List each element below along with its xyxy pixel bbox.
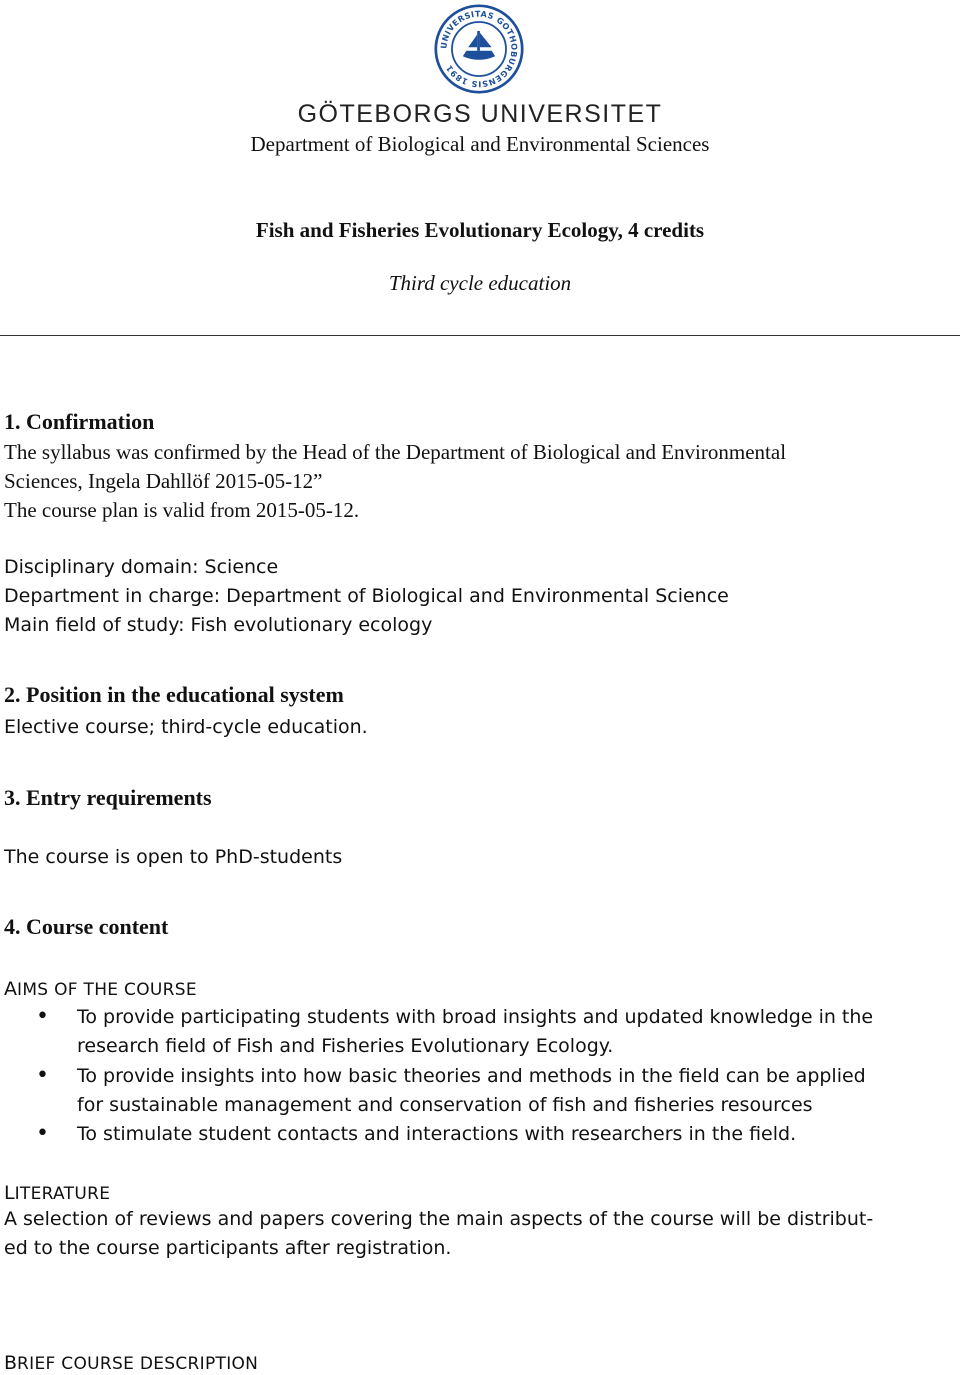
- university-name: GÖTEBORGS UNIVERSITET: [297, 100, 663, 128]
- aim-item: To provide participating students with broad insights and updated knowledge in the: [77, 1006, 874, 1028]
- literature-text: A selection of reviews and papers covering the main aspects of the course will be distribut-: [4, 1208, 874, 1230]
- literature-label: LITERATURE: [4, 1182, 111, 1204]
- position-text: Elective course; third-cycle education.: [4, 716, 368, 738]
- section-heading-position: 2. Position in the educational system: [4, 682, 344, 707]
- aim-item: research field of Fish and Fisheries Evolutionary Ecology.: [77, 1035, 614, 1057]
- course-title: Fish and Fisheries Evolutionary Ecology, 4 credits: [255, 218, 705, 242]
- confirmation-line: The course plan is valid from 2015-05-12.: [4, 498, 360, 522]
- section-heading-confirmation: 1. Confirmation: [4, 409, 155, 434]
- main-field-of-study: Main field of study: Fish evolutionary ecology: [4, 614, 433, 636]
- bullet-icon: •: [36, 1063, 49, 1088]
- confirmation-line: The syllabus was confirmed by the Head of the Department of Biological and Environmental: [4, 440, 787, 464]
- aims-label: AIMS OF THE COURSE: [4, 978, 197, 1000]
- department-in-charge: Department in charge: Department of Biological and Environmental Science: [4, 585, 729, 607]
- header-divider: [0, 335, 960, 336]
- seal-text: UNIVERSITAS GOTHOBURGENSIS 1891: [438, 8, 520, 90]
- bullet-icon: •: [36, 1004, 49, 1029]
- section-heading-entry-requirements: 3. Entry requirements: [4, 785, 212, 810]
- brief-description-label: BRIEF COURSE DESCRIPTION: [4, 1352, 259, 1374]
- university-seal-icon: [434, 4, 524, 94]
- aim-item: To stimulate student contacts and interactions with researchers in the field.: [77, 1123, 797, 1145]
- course-subtitle: Third cycle education: [388, 271, 572, 295]
- entry-requirements-text: The course is open to PhD-students: [4, 846, 343, 868]
- confirmation-line: Sciences, Ingela Dahllöf 2015-05-12”: [4, 469, 323, 493]
- section-heading-course-content: 4. Course content: [4, 914, 169, 939]
- literature-text: ed to the course participants after registration.: [4, 1237, 452, 1259]
- bullet-icon: •: [36, 1121, 49, 1146]
- aim-item: for sustainable management and conservation of fish and fisheries resources: [77, 1094, 813, 1116]
- aim-item: To provide insights into how basic theories and methods in the field can be applied: [77, 1065, 866, 1087]
- disciplinary-domain: Disciplinary domain: Science: [4, 556, 279, 578]
- department-name: Department of Biological and Environmental Sciences: [250, 132, 710, 156]
